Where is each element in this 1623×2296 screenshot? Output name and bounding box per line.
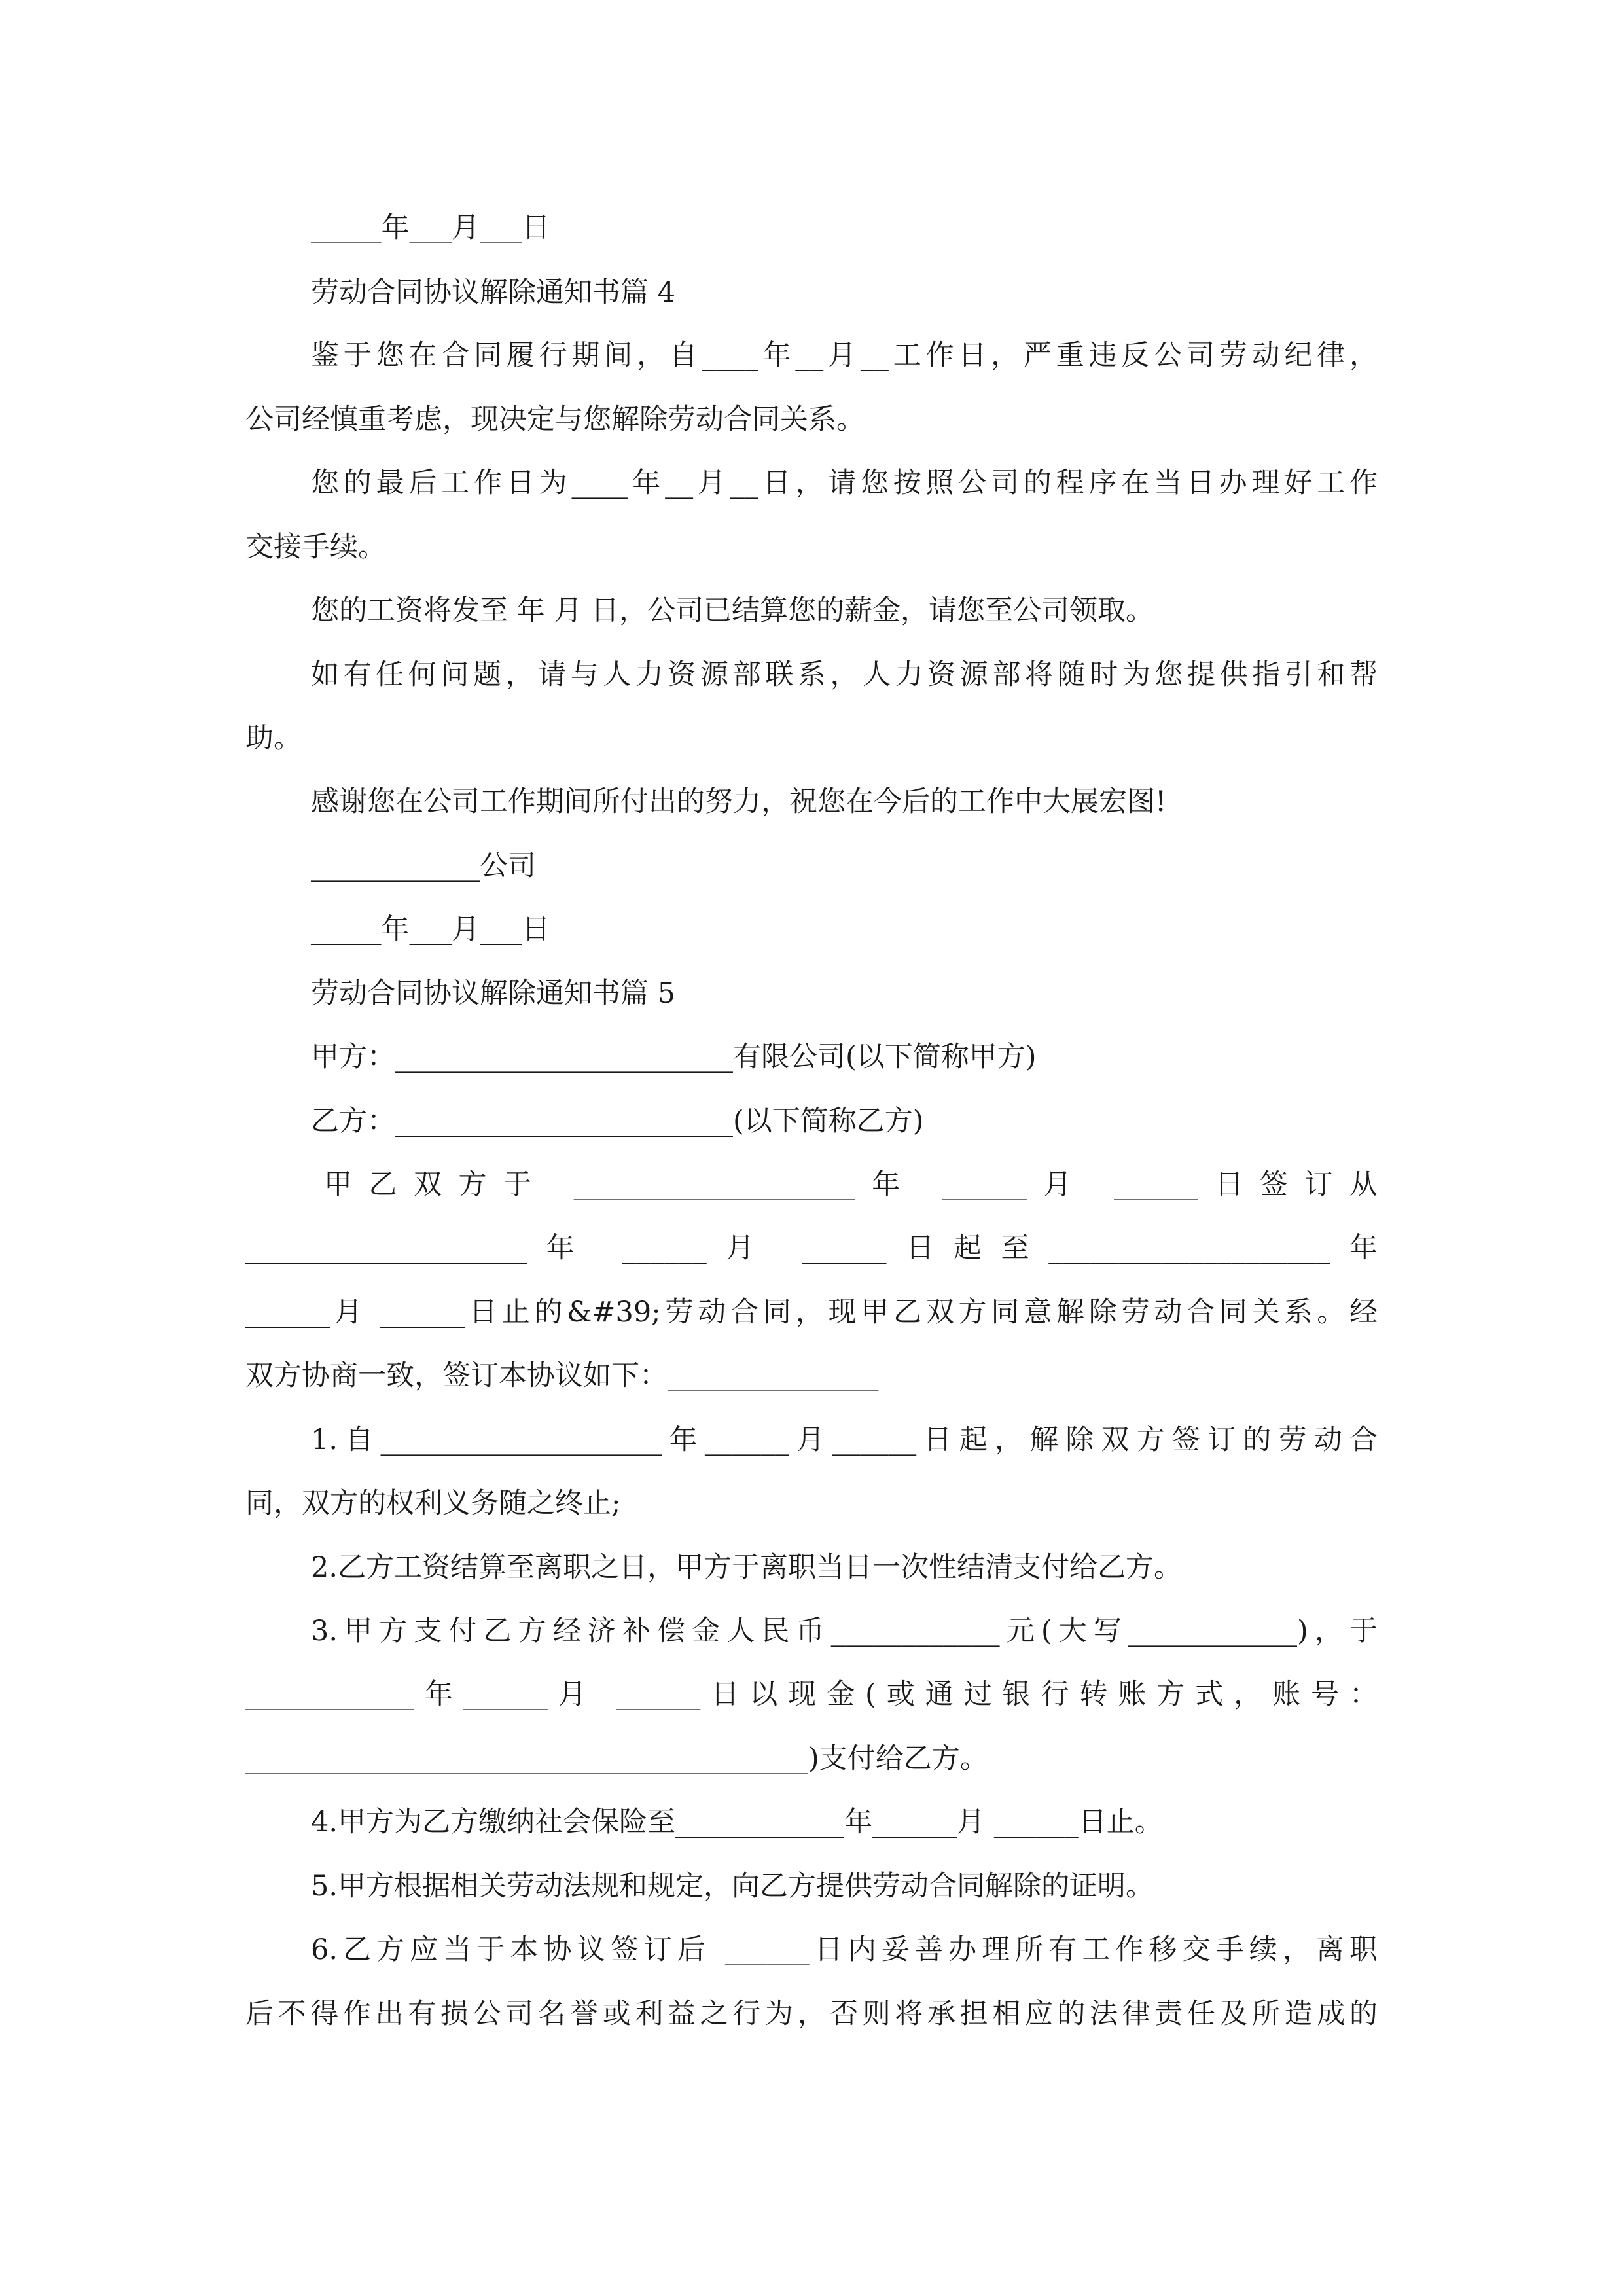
paragraph-line: 如有任何问题，请与人力资源部联系，人力资源部将随时为您提供指引和帮 [311,658,1378,691]
paragraph-line: 后不得作出有损公司名誉或利益之行为，否则将承担相应的法律责任及所造成的 [245,1998,1378,2030]
paragraph-line: 鉴于您在合同履行期间，自____年__月__工作日，严重违反公司劳动纪律， [311,339,1378,372]
paragraph-line: 您的工资将发至 年 月 日，公司已结算您的薪金，请您至公司领取。 [311,594,1154,627]
clause-1: 1.自____________________年______月______日起，解除双方签订的劳动合 [311,1424,1378,1456]
paragraph-line: 交接手续。 [245,531,386,564]
paragraph-line: 双方协商一致，签订本协议如下：_______________ [245,1359,879,1392]
party-a-line: 甲方：________________________有限公司(以下简称甲方) [311,1041,1037,1073]
paragraph-line: 助。 [245,722,302,755]
paragraph-line: ________________________________________)支付给乙方。 [245,1742,988,1775]
paragraph-line: 同，双方的权利义务随之终止; [245,1487,621,1520]
paragraph-line: 您的最后工作日为____年__月__日，请您按照公司的程序在当日办理好工作 [311,467,1378,499]
clause-4: 4.甲方为乙方缴纳社会保险至____________年______月 ______日止。 [311,1806,1163,1839]
date-line: _____年___月___日 [311,913,550,946]
section-heading: 劳动合同协议解除通知书篇 4 [311,276,676,309]
date-line: _____年___月___日 [311,211,550,244]
section-heading: 劳动合同协议解除通知书篇 5 [311,977,676,1010]
company-signature-line: ____________公司 [311,850,536,882]
clause-6: 6.乙方应当于本协议签订后 ______日内妥善办理所有工作移交手续，离职 [311,1933,1378,1966]
paragraph-line: 公司经慎重考虑，现决定与您解除劳动合同关系。 [245,403,865,436]
paragraph-line: 甲乙双方于 ____________________年 ______月 ______日签订从 [324,1168,1378,1201]
clause-3: 3.甲方支付乙方经济补偿金人民币____________元(大写____________)，于 [311,1615,1378,1647]
clause-2: 2.乙方工资结算至离职之日，甲方于离职当日一次性结清支付给乙方。 [311,1551,1183,1584]
clause-5: 5.甲方根据相关劳动法规和规定，向乙方提供劳动合同解除的证明。 [311,1870,1154,1903]
paragraph-line: ____________年______月 ______日以现金(或通过银行转账方式，账号： [245,1678,1378,1711]
party-b-line: 乙方：________________________(以下简称乙方) [311,1105,924,1138]
paragraph-line: 感谢您在公司工作期间所付出的努力，祝您在今后的工作中大展宏图! [311,785,1167,818]
paragraph-line: ____________________年 ______月 ______日起至____________________年 [245,1232,1378,1265]
paragraph-line: ______月 ______日止的&#39;劳动合同，现甲乙双方同意解除劳动合同关系。经 [245,1296,1378,1329]
